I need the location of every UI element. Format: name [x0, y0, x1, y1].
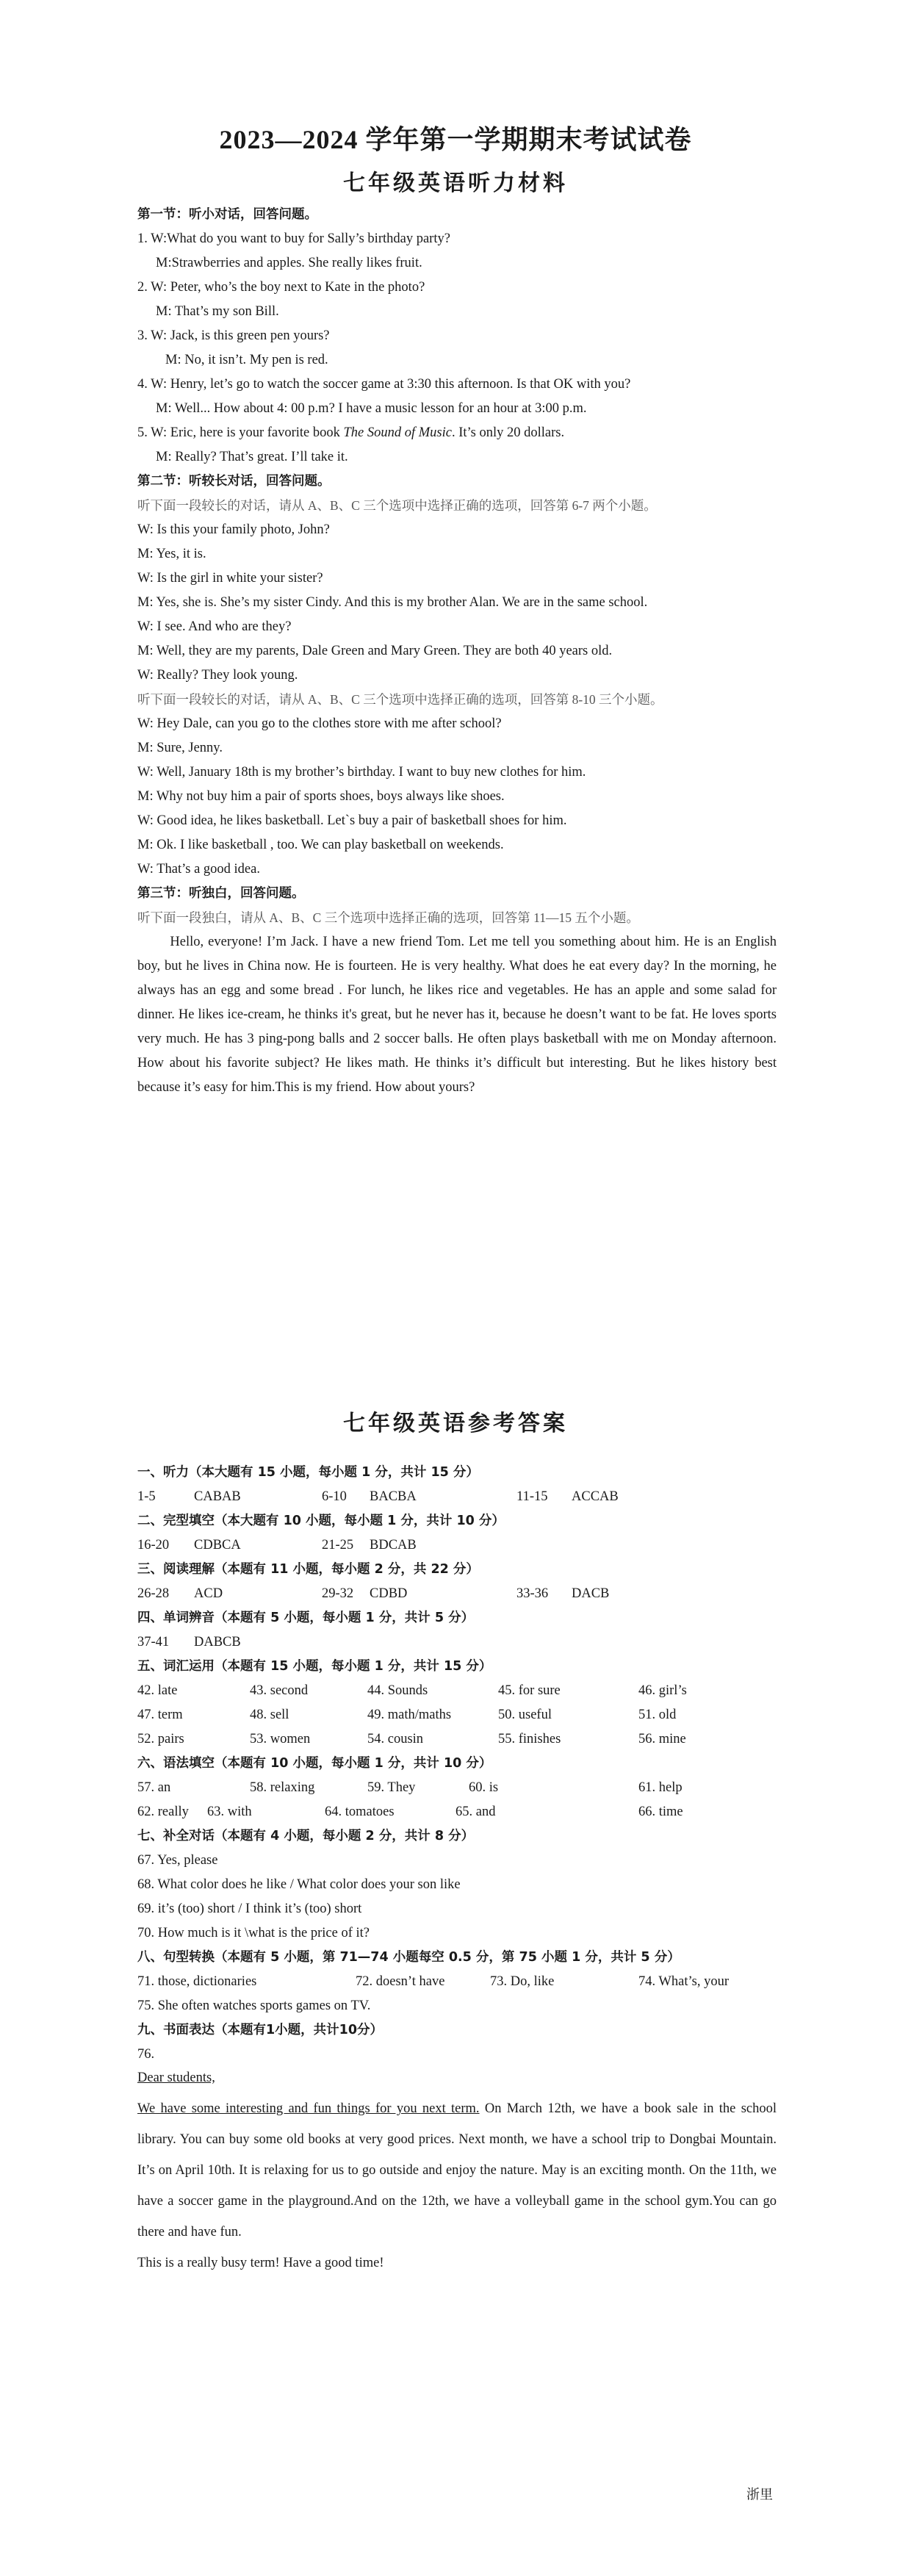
answer-value: DABCB	[194, 1635, 241, 1649]
page-signature: 浙里	[746, 2487, 773, 2503]
section2-heading: 第二节：听较长对话，回答问题。	[137, 474, 331, 489]
answer-section-heading: 五、词汇运用（本题有 15 小题，每小题 1 分，共计 15 分）	[137, 1659, 492, 1674]
answer-item: 65. and	[455, 1805, 496, 1819]
answer-row	[137, 1776, 777, 1800]
answer-item: 54. cousin	[367, 1732, 424, 1746]
answer-value: DACB	[572, 1586, 610, 1601]
answer-row	[137, 1727, 777, 1752]
answer-row	[137, 1630, 777, 1655]
answer-item: 60. is	[469, 1780, 499, 1795]
answer-line: 75. She often watches sports games on TV.	[137, 1998, 371, 2013]
answer-key	[137, 1461, 777, 2067]
dialog-line: W: Is this your family photo, John?	[137, 522, 330, 537]
dialog-line: W: I see. And who are they?	[137, 619, 292, 634]
answer-row	[137, 1800, 777, 1824]
answer-section-heading: 八、句型转换（本题有 5 小题，第 71—74 小题每空 0.5 分，第 75 小题 1 分，共计 5 分）	[137, 1950, 680, 1965]
answer-item: 52. pairs	[137, 1732, 184, 1746]
answer-item: 74. What’s, your	[638, 1974, 729, 1989]
dialog-line: M: Well... How about 4: 00 p.m? I have a music lesson for an hour at 3:00 p.m.	[156, 401, 587, 416]
dialog-line: M: Yes, she is. She’s my sister Cindy. And this is my brother Alan. We are in the same school.	[137, 595, 648, 610]
dialog-line-part: . It’s only 20 dollars.	[451, 425, 565, 440]
answer-section-heading: 七、补全对话（本题有 4 小题，每小题 2 分，共计 8 分）	[137, 1829, 475, 1843]
answer-item: 55. finishes	[498, 1732, 561, 1746]
dialog-line: W: Good idea, he likes basketball. Let`s buy a pair of basketball shoes for him.	[137, 813, 567, 828]
model-essay	[137, 2062, 777, 2278]
answer-item: 44. Sounds	[367, 1683, 428, 1698]
dialog-line: M: Ok. I like basketball , too. We can play basketball on weekends.	[137, 838, 504, 852]
answer-row	[137, 1582, 777, 1606]
answer-value: CDBD	[370, 1586, 408, 1601]
answer-section-heading: 六、语法填空（本题有 10 小题，每小题 1 分，共计 10 分）	[137, 1756, 492, 1771]
answer-range: 33-36	[516, 1586, 549, 1601]
answer-value: ACCAB	[572, 1489, 619, 1504]
dialog-line: 3. W: Jack, is this green pen yours?	[137, 328, 330, 343]
answer-range: 29-32	[322, 1586, 354, 1601]
answer-section-heading: 二、完型填空（本大题有 10 小题，每小题 1 分，共计 10 分）	[137, 1514, 505, 1528]
dialog-line: M: Really? That’s great. I’ll take it.	[156, 450, 348, 464]
answer-range: 6-10	[322, 1489, 347, 1504]
answer-section-heading: 一、听力（本大题有 15 小题，每小题 1 分，共计 15 分）	[137, 1465, 479, 1480]
answer-range: 37-41	[137, 1635, 170, 1649]
answer-range: 16-20	[137, 1538, 170, 1553]
answer-item: 63. with	[207, 1805, 252, 1819]
answer-line: 76.	[137, 2047, 155, 2062]
answer-item: 73. Do, like	[490, 1974, 555, 1989]
answer-item: 46. girl’s	[638, 1683, 687, 1698]
dialog-line: W: Really? They look young.	[137, 668, 298, 683]
dialog-line: M: Well, they are my parents, Dale Green and Mary Green. They are both 40 years old.	[137, 644, 613, 658]
answer-item: 59. They	[367, 1780, 416, 1795]
answer-item: 45. for sure	[498, 1683, 561, 1698]
dialog-line: M: No, it isn’t. My pen is red.	[165, 353, 328, 367]
answer-item: 61. help	[638, 1780, 683, 1795]
dialog-line: M: Yes, it is.	[137, 547, 206, 561]
answer-item: 51. old	[638, 1708, 677, 1722]
answer-item: 58. relaxing	[250, 1780, 315, 1795]
book-title: The Sound of Music	[343, 425, 452, 440]
section3-note: 听下面一段独白，请从 A、B、C 三个选项中选择正确的选项，回答第 11—15 五个小题。	[137, 910, 639, 925]
answer-item: 48. sell	[250, 1708, 289, 1722]
answer-value: CDBCA	[194, 1538, 241, 1553]
dialog-line: W: Is the girl in white your sister?	[137, 571, 323, 586]
essay-body-text: On March 12th, we have a book sale in the school library. You can buy some old books at very good prices. Next month, we have a school trip to Dongbai Mountain. It’s on April 10th. It is relaxing for us to go outside and enjoy the nature. May is an exciting month. On the 11th, we have a soccer game in the playground.And on the 12th, we have a volleyball game in the school gym.You can go there and have fun.	[137, 2101, 777, 2239]
section2-note: 听下面一段较长的对话，请从 A、B、C 三个选项中选择正确的选项，回答第 8-10 三个小题。	[137, 692, 663, 707]
dialog-line: M: Sure, Jenny.	[137, 741, 223, 755]
dialog-line	[137, 421, 777, 445]
answer-row	[137, 1703, 777, 1727]
answer-line: 69. it’s (too) short / I think it’s (too) short	[137, 1902, 362, 1916]
answer-value: ACD	[194, 1586, 223, 1601]
answer-row	[137, 1533, 777, 1558]
essay-greeting: Dear students,	[137, 2070, 215, 2085]
answer-line: 67. Yes, please	[137, 1853, 218, 1868]
answer-value: BDCAB	[370, 1538, 417, 1553]
monologue-text: Hello, everyone! I’m Jack. I have a new friend Tom. Let me tell you something about him. He is an English boy, but he lives in China now. He is fourteen. He is very healthy. What does he eat every day? In the morning, he always has an egg and some bread . For lunch, he likes rice and vegetables. He has an apple and some salad for dinner. He likes ice-cream, he thinks it's great, but he never has it, because he doesn’t want to be fat. He loves sports very much. He has 3 ping-pong balls and 2 soccer balls. He often plays basketball with me on Monday afternoon. How about his favorite subject? He likes math. He thinks it’s difficult but interesting. But he likes history best because it’s easy for him.This is my friend. How about yours?	[137, 935, 777, 1095]
essay-closing: This is a really busy term! Have a good time!	[137, 2256, 384, 2270]
dialog-line: M:Strawberries and apples. She really likes fruit.	[156, 256, 422, 270]
answer-range: 21-25	[322, 1538, 354, 1553]
answer-range: 1-5	[137, 1489, 156, 1504]
answer-item: 62. really	[137, 1805, 189, 1819]
answer-item: 71. those, dictionaries	[137, 1974, 257, 1989]
answer-value: CABAB	[194, 1489, 241, 1504]
exam-title: 2023—2024 学年第一学期期末考试试卷	[219, 125, 692, 154]
dialog-line: 2. W: Peter, who’s the boy next to Kate in the photo?	[137, 280, 425, 295]
answer-row	[137, 1970, 777, 1994]
answer-item: 43. second	[250, 1683, 309, 1698]
dialog-line: W: Well, January 18th is my brother’s birthday. I want to buy new clothes for him.	[137, 765, 586, 780]
answer-section-heading: 四、单词辨音（本题有 5 小题，每小题 1 分，共计 5 分）	[137, 1611, 475, 1625]
dialog-line: 4. W: Henry, let’s go to watch the soccer game at 3:30 this afternoon. Is that OK with you?	[137, 377, 631, 392]
answer-item: 57. an	[137, 1780, 171, 1795]
dialog-line: 1. W:What do you want to buy for Sally’s birthday party?	[137, 231, 450, 246]
answer-item: 66. time	[638, 1805, 683, 1819]
answer-item: 50. useful	[498, 1708, 552, 1722]
dialog-line: M: Why not buy him a pair of sports shoes, boys always like shoes.	[137, 789, 505, 804]
answer-range: 26-28	[137, 1586, 170, 1601]
listening-title: 七年级英语听力材料	[343, 171, 568, 195]
answer-item: 53. women	[250, 1732, 311, 1746]
answer-item: 47. term	[137, 1708, 183, 1722]
answer-section-heading: 三、阅读理解（本题有 11 小题，每小题 2 分，共 22 分）	[137, 1562, 479, 1577]
dialog-line: W: That’s a good idea.	[137, 862, 260, 877]
answer-range: 11-15	[516, 1489, 548, 1504]
answer-line: 68. What color does he like / What color does your son like	[137, 1877, 461, 1892]
section1-heading: 第一节：听小对话，回答问题。	[137, 207, 317, 222]
answer-line: 70. How much is it \what is the price of it?	[137, 1926, 370, 1940]
dialog-line-part: 5. W: Eric, here is your favorite book	[137, 425, 344, 440]
answer-row	[137, 1679, 777, 1703]
answer-row	[137, 1485, 777, 1509]
listening-material	[137, 203, 777, 1100]
answer-item: 42. late	[137, 1683, 178, 1698]
answers-title: 七年级英语参考答案	[343, 1411, 568, 1436]
answer-item: 49. math/maths	[367, 1708, 452, 1722]
answer-item: 56. mine	[638, 1732, 686, 1746]
answer-item: 72. doesn’t have	[356, 1974, 445, 1989]
section2-note: 听下面一段较长的对话，请从 A、B、C 三个选项中选择正确的选项，回答第 6-7 两个小题。	[137, 498, 657, 513]
dialog-line: M: That’s my son Bill.	[156, 304, 279, 319]
answer-section-heading: 九、书面表达（本题有1小题，共计10分）	[137, 2023, 384, 2037]
dialog-line: W: Hey Dale, can you go to the clothes store with me after school?	[137, 716, 502, 731]
essay-body	[137, 2093, 777, 2248]
answer-item: 64. tomatoes	[325, 1805, 395, 1819]
section3-heading: 第三节：听独白，回答问题。	[137, 886, 305, 901]
essay-first-sentence: We have some interesting and fun things for you next term.	[137, 2101, 480, 2116]
answer-value: BACBA	[370, 1489, 417, 1504]
